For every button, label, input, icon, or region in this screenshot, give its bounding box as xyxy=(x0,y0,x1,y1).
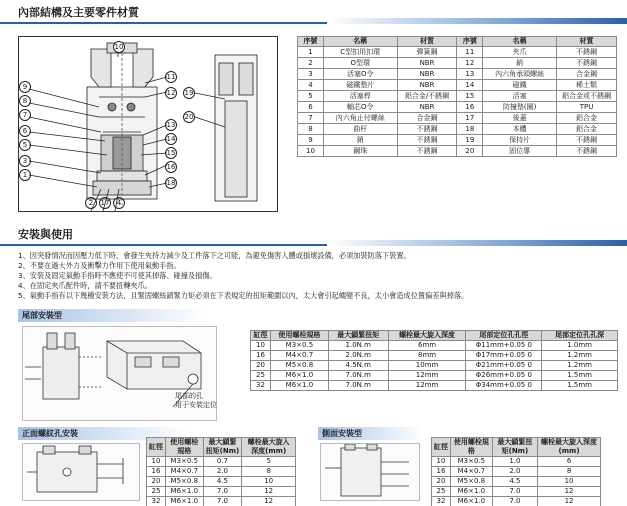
section-title-installation: 安裝與使用 xyxy=(18,228,73,241)
header-accent-bar xyxy=(327,18,627,24)
table-cell: 0.7 xyxy=(203,457,242,467)
table-cell: 25 xyxy=(432,487,451,497)
table-cell: 鋁合金/不銹鋼 xyxy=(397,91,457,102)
usage-note: 2、不要在過大外力及衝擊力作用下使用氣動手指。 xyxy=(18,261,181,270)
col-header-hole-dia: 尾部定位孔孔徑 xyxy=(466,331,542,341)
table-cell: 本體 xyxy=(483,124,557,135)
table-cell: 8mm xyxy=(388,351,466,361)
table-cell: 彈簧鋼 xyxy=(397,47,457,58)
table-cell: 19 xyxy=(457,135,483,146)
callout-2: 2 xyxy=(85,197,97,209)
table-cell: 10 xyxy=(147,457,166,467)
col-header-no: 序號 xyxy=(298,37,324,47)
table-cell: M3×0.5 xyxy=(166,457,204,467)
col-header-depth: 螺栓最大旋入深度 xyxy=(388,331,466,341)
table-cell: 2.0 xyxy=(492,467,537,477)
col-header-bore: 缸徑 xyxy=(147,438,166,457)
table-cell: 1.2mm xyxy=(542,351,618,361)
table-row xyxy=(251,361,618,371)
table-cell: 銷 xyxy=(323,135,397,146)
callout-18: 18 xyxy=(166,179,176,187)
col-header-material: 材質 xyxy=(397,37,457,47)
table-row xyxy=(432,467,601,477)
parts-table-header-row xyxy=(298,37,617,47)
table-cell: 10 xyxy=(242,477,296,487)
table-cell: 12mm xyxy=(388,381,466,391)
table-cell: 4 xyxy=(298,80,324,91)
col-header-material-2: 材質 xyxy=(557,37,617,47)
table-cell: 16 xyxy=(251,351,271,361)
col-header-bolt: 使用螺栓規格 xyxy=(166,438,204,457)
table-cell: M6×1.0 xyxy=(451,497,493,506)
table-cell: 11 xyxy=(457,47,483,58)
tail-mount-table xyxy=(250,330,618,391)
table-cell: 保持片 xyxy=(483,135,557,146)
table-row xyxy=(298,146,617,157)
table-cell: M5×0.8 xyxy=(166,477,204,487)
table-cell: 稀土類 xyxy=(557,80,617,91)
table-cell: 25 xyxy=(147,487,166,497)
table-cell: M6×1.0 xyxy=(270,381,328,391)
header-accent-bar xyxy=(327,240,627,246)
col-header-bolt: 使用螺栓規格 xyxy=(270,331,328,341)
table-cell: 不銹鋼 xyxy=(557,135,617,146)
front-mount-figure xyxy=(22,443,140,501)
table-cell: 後蓋 xyxy=(483,113,557,124)
table-cell: NBR xyxy=(397,58,457,69)
usage-notes xyxy=(18,251,618,301)
callout-16: 16 xyxy=(166,163,176,171)
table-cell: Φ17mm+0.05 0 xyxy=(466,351,542,361)
table-row xyxy=(251,381,618,391)
table-cell: C型扣用扣環 xyxy=(323,47,397,58)
table-cell: 不銹鋼 xyxy=(557,47,617,58)
table-cell: 4.5 xyxy=(492,477,537,487)
callout-7: 7 xyxy=(19,109,31,121)
usage-note: 4、在固定夾爪配件時，請不要扭轉夾爪。 xyxy=(18,281,152,290)
section-header-installation xyxy=(0,226,627,246)
table-row xyxy=(147,487,296,497)
table-cell: 7.0 xyxy=(203,487,242,497)
table-row xyxy=(251,351,618,361)
table-cell: 17 xyxy=(457,113,483,124)
table-cell: 18 xyxy=(457,124,483,135)
callout-12: 12 xyxy=(166,89,176,97)
table-row xyxy=(147,457,296,467)
table-row xyxy=(432,497,601,506)
table-cell: 2 xyxy=(298,58,324,69)
table-cell: 8 xyxy=(538,467,601,477)
table-cell: 12 xyxy=(457,58,483,69)
table-cell: 12 xyxy=(242,497,296,506)
table-cell: 9 xyxy=(298,135,324,146)
table-row xyxy=(298,124,617,135)
usage-note: 5、氣動手指有以下幾種安裝方法，且緊固螺絲鎖緊力矩必須在下表規定的扭矩範圍以內，太大會引起蠕變不良，太小會造成位置偏差與掉落。 xyxy=(18,291,469,300)
table-cell: 4.5 xyxy=(203,477,242,487)
table-cell: 2.0 xyxy=(203,467,242,477)
table-row xyxy=(147,477,296,487)
table-cell: 磁鐵 xyxy=(483,80,557,91)
table-row xyxy=(298,135,617,146)
table-cell: 3 xyxy=(298,69,324,80)
table-cell: 內六角承頭螺絲 xyxy=(483,69,557,80)
subheader-front-mount: 正面螺紋孔安裝 xyxy=(18,427,188,440)
table-cell: M4×0.7 xyxy=(270,351,328,361)
table-row xyxy=(298,113,617,124)
callout-10: 10 xyxy=(114,43,124,51)
table-cell: 活塞O令 xyxy=(323,69,397,80)
table-cell: M6×1.0 xyxy=(270,371,328,381)
front-table-header-row xyxy=(147,438,296,457)
table-cell: 固位導 xyxy=(483,146,557,157)
table-cell: M5×0.8 xyxy=(451,477,493,487)
table-cell: 6mm xyxy=(388,341,466,351)
table-cell: M4×0.7 xyxy=(451,467,493,477)
callout-3: 3 xyxy=(19,155,31,167)
table-cell: 32 xyxy=(251,381,271,391)
table-cell: 2.0N.m xyxy=(328,351,388,361)
table-cell: M5×0.8 xyxy=(270,361,328,371)
col-header-torque: 最大鎖緊扭矩 xyxy=(328,331,388,341)
table-row xyxy=(298,91,617,102)
table-cell: 7.0 xyxy=(492,497,537,506)
table-cell: 4.5N.m xyxy=(328,361,388,371)
col-header-name-2: 名稱 xyxy=(483,37,557,47)
table-cell: 5 xyxy=(242,457,296,467)
col-header-torque: 最大鎖緊扭矩(Nm) xyxy=(203,438,242,457)
col-header-depth: 螺栓最大旋入深度(mm) xyxy=(242,438,296,457)
col-header-bolt: 使用螺栓規格 xyxy=(451,438,493,457)
table-cell: Φ11mm+0.05 0 xyxy=(466,341,542,351)
side-table-header-row xyxy=(432,438,601,457)
table-cell: 1.0 xyxy=(492,457,537,467)
table-cell: 不銹鋼 xyxy=(557,58,617,69)
table-cell: 鋁合金 xyxy=(557,124,617,135)
table-cell: 內六角止付螺絲 xyxy=(323,113,397,124)
table-cell: 20 xyxy=(457,146,483,157)
table-row xyxy=(432,477,601,487)
table-cell: NBR xyxy=(397,80,457,91)
table-cell: 20 xyxy=(251,361,271,371)
table-cell: 不銹鋼 xyxy=(397,135,457,146)
table-cell: 15 xyxy=(457,91,483,102)
table-cell: 6 xyxy=(298,102,324,113)
table-cell: 8 xyxy=(242,467,296,477)
table-row xyxy=(298,102,617,113)
callout-1: 1 xyxy=(19,169,31,181)
table-cell: Φ21mm+0.05 0 xyxy=(466,361,542,371)
table-cell: 10 xyxy=(538,477,601,487)
table-cell: TPU xyxy=(557,102,617,113)
table-row xyxy=(432,487,601,497)
table-cell: O型環 xyxy=(323,58,397,69)
tail-table-header-row xyxy=(251,331,618,341)
table-cell: 不銹鋼 xyxy=(397,146,457,157)
callout-9: 9 xyxy=(19,81,31,93)
table-cell: M6×1.0 xyxy=(166,497,204,506)
table-cell: 5 xyxy=(298,91,324,102)
table-cell: 12 xyxy=(538,497,601,506)
table-cell: 1.0N.m xyxy=(328,341,388,351)
callout-13: 13 xyxy=(166,121,176,129)
col-header-torque: 最大鎖緊扭矩(Nm) xyxy=(492,438,537,457)
side-mount-table xyxy=(431,437,601,506)
callout-4: 4 xyxy=(113,197,125,209)
table-row xyxy=(432,457,601,467)
callout-20: 20 xyxy=(184,113,194,121)
table-cell: M6×1.0 xyxy=(451,487,493,497)
table-cell: 不銹鋼 xyxy=(397,124,457,135)
col-header-no-2: 序號 xyxy=(457,37,483,47)
callout-8: 8 xyxy=(19,95,31,107)
table-cell: 20 xyxy=(432,477,451,487)
callout-5: 5 xyxy=(19,139,31,151)
table-cell: M6×1.0 xyxy=(166,487,204,497)
table-cell: 16 xyxy=(432,467,451,477)
table-cell: 合金鋼 xyxy=(397,113,457,124)
table-cell: M4×0.7 xyxy=(166,467,204,477)
table-cell: 活塞桿 xyxy=(323,91,397,102)
callout-19: 19 xyxy=(184,89,194,97)
table-row xyxy=(298,69,617,80)
col-header-depth: 螺栓最大旋入深度(mm) xyxy=(538,438,601,457)
col-header-name: 名稱 xyxy=(323,37,397,47)
table-row xyxy=(298,80,617,91)
usage-note: 3、安裝及固定氣動手指時不應使不可使其掉落、碰撞及損傷。 xyxy=(18,271,217,280)
table-cell: 1.2mm xyxy=(542,361,618,371)
table-cell: 曲杆 xyxy=(323,124,397,135)
table-cell: 32 xyxy=(432,497,451,506)
section-header-structure xyxy=(0,4,627,24)
table-row xyxy=(298,58,617,69)
table-cell: 鋁合金 xyxy=(557,113,617,124)
table-cell: 軸芯O令 xyxy=(323,102,397,113)
side-mount-figure xyxy=(320,443,420,501)
table-cell: 夾爪 xyxy=(483,47,557,58)
table-row xyxy=(251,371,618,381)
table-cell: 鋼珠 xyxy=(323,146,397,157)
table-row xyxy=(298,47,617,58)
table-cell: 7.0N.m xyxy=(328,381,388,391)
table-cell: 13 xyxy=(457,69,483,80)
table-cell: 16 xyxy=(147,467,166,477)
table-cell: 10 xyxy=(432,457,451,467)
subheader-side-mount: 側面安裝型 xyxy=(318,427,423,440)
table-cell: Φ34mm+0.05 0 xyxy=(466,381,542,391)
table-cell: 20 xyxy=(147,477,166,487)
table-cell: 7.0N.m xyxy=(328,371,388,381)
table-cell: 32 xyxy=(147,497,166,506)
table-cell: 防撞墊(圈) xyxy=(483,102,557,113)
table-cell: 7 xyxy=(298,113,324,124)
col-header-bore: 缸徑 xyxy=(432,438,451,457)
table-cell: 10 xyxy=(298,146,324,157)
internal-structure-drawing xyxy=(18,36,278,212)
table-cell: 合金鋼 xyxy=(557,69,617,80)
table-cell: 磁鐵墊片 xyxy=(323,80,397,91)
table-cell: 鋁合金或不銹鋼 xyxy=(557,91,617,102)
callout-14: 14 xyxy=(166,135,176,143)
front-mount-drawing xyxy=(23,444,139,500)
table-cell: 12 xyxy=(242,487,296,497)
table-cell: 8 xyxy=(298,124,324,135)
table-cell: 12mm xyxy=(388,371,466,381)
subheader-tail-mount: 尾部安裝型 xyxy=(18,309,208,322)
table-cell: 14 xyxy=(457,80,483,91)
table-cell: 7.0 xyxy=(203,497,242,506)
table-row xyxy=(251,341,618,351)
table-cell: 7.0 xyxy=(492,487,537,497)
table-row xyxy=(147,497,296,506)
table-cell: M3×0.5 xyxy=(270,341,328,351)
table-cell: NBR xyxy=(397,69,457,80)
callout-6: 6 xyxy=(19,125,31,137)
table-cell: 10 xyxy=(251,341,271,351)
table-row xyxy=(147,467,296,477)
col-header-hole-depth: 尾部定位孔孔深 xyxy=(542,331,618,341)
table-cell: 1.5mm xyxy=(542,371,618,381)
table-cell: 不銹鋼 xyxy=(557,146,617,157)
table-cell: 銷 xyxy=(483,58,557,69)
table-cell: 10mm xyxy=(388,361,466,371)
tail-hole-note-1: 尾部的孔 xyxy=(175,392,203,400)
callout-11: 11 xyxy=(166,73,176,81)
section-title-structure: 內部結構及主要零件材質 xyxy=(18,6,139,19)
parts-material-table xyxy=(297,36,617,157)
table-cell: 活塞 xyxy=(483,91,557,102)
table-cell: NBR xyxy=(397,102,457,113)
table-cell: 1.0mm xyxy=(542,341,618,351)
cross-section-diagram xyxy=(19,37,277,211)
callout-15: 15 xyxy=(166,149,176,157)
tail-hole-note-2: 用于安裝定位 xyxy=(175,401,217,409)
table-cell: 25 xyxy=(251,371,271,381)
table-cell: M3×0.5 xyxy=(451,457,493,467)
table-cell: 6 xyxy=(538,457,601,467)
table-cell: 16 xyxy=(457,102,483,113)
usage-note: 1、因突發情況而因壓力低下時，會發生夾持力減少及工件落下之可能，為避免傷害人體或損壞設備，必須加裝防落下裝置。 xyxy=(18,251,411,260)
table-cell: Φ26mm+0.05 0 xyxy=(466,371,542,381)
table-cell: 12 xyxy=(538,487,601,497)
callout-17: 17 xyxy=(100,199,110,207)
side-mount-drawing xyxy=(321,444,419,500)
col-header-bore: 缸徑 xyxy=(251,331,271,341)
front-mount-table xyxy=(146,437,296,506)
table-cell: 1 xyxy=(298,47,324,58)
table-cell: 1.5mm xyxy=(542,381,618,391)
